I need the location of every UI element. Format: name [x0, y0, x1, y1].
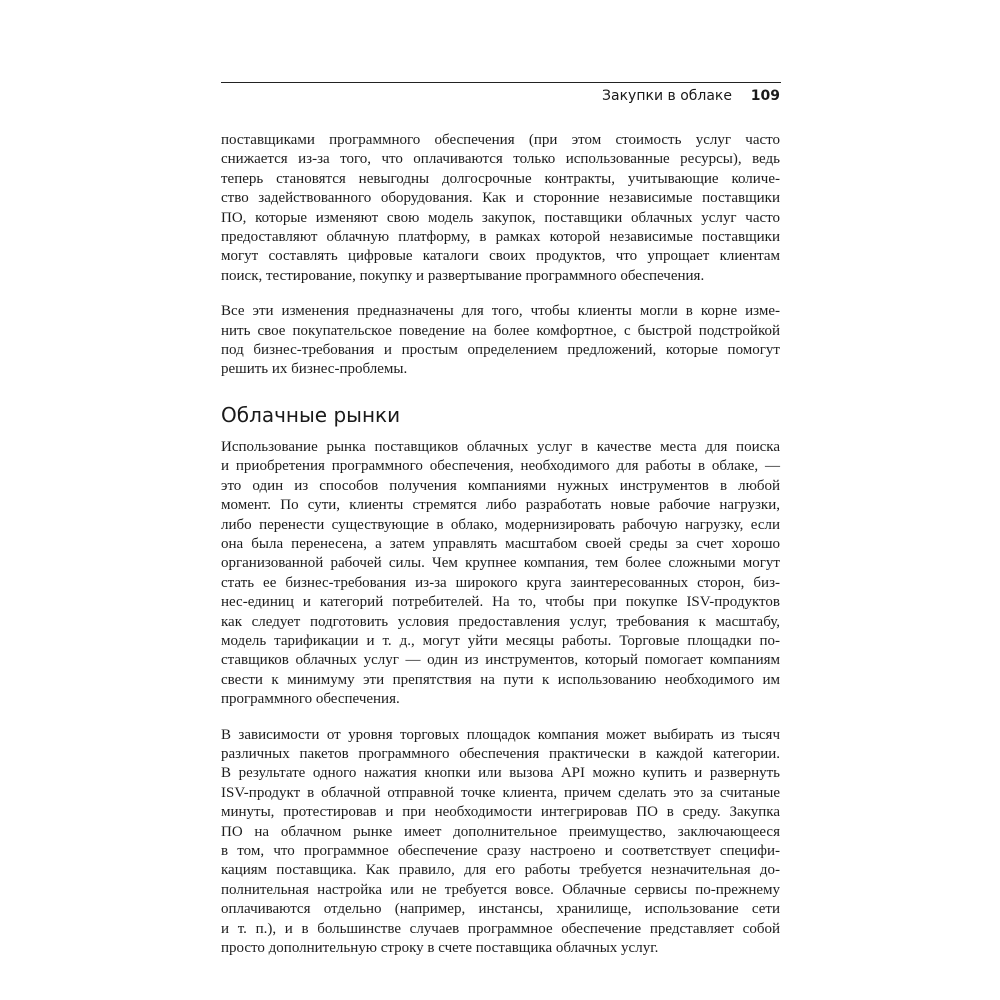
text-line: В зависимости от уровня торговых площадок компания может выбирать из тысяч [221, 726, 780, 743]
text-line: предоставляют облачную платформу, в рамках которой независимые поставщики [221, 229, 780, 246]
header-rule [221, 82, 781, 83]
text-line: и т. п.), и в большинстве случаев программное обеспечение представляет собой [221, 920, 780, 937]
text-line: под бизнес-требования и простым определением предложений, которые помогут [221, 342, 780, 359]
page-header [221, 86, 780, 110]
page-number: 109 [750, 88, 780, 104]
text-line: могут составлять цифровые каталоги своих продуктов, что упрощает клиентам [221, 248, 780, 265]
text-line: в том, что программное обеспечение сразу настроено и соответствует специфи- [221, 843, 780, 859]
text-line: оплачиваются отдельно (например, инстансы, хранилище, использование сети [221, 901, 780, 918]
paragraph-2 [221, 302, 780, 380]
text-line: это один из способов получения компаниями нужных инструментов в любой [221, 477, 780, 494]
text-line: полнительная настройка или не требуется вовсе. Облачные сервисы по-прежнему [221, 881, 780, 898]
text-line: и приобретения программного обеспечения, необходимого для работы в облаке, — [221, 458, 780, 475]
text-line: либо перенести существующие в облако, модернизировать рабочую нагрузку, если [221, 516, 780, 533]
text-line: поиск, тестирование, покупку и развертывание программного обеспечения. [221, 267, 705, 284]
section-heading: Облачные рынки [221, 402, 401, 427]
text-line: поставщиками программного обеспечения (при этом стоимость услуг часто [221, 132, 780, 148]
section-paragraph-1 [221, 438, 780, 710]
text-line: нес-единиц и категорий потребителей. На то, чтобы при покупке ISV-продуктов [221, 594, 780, 611]
page-content [221, 131, 780, 958]
text-line: минуты, протестировав и при необходимости интегрировав ПО в среду. Закупка [221, 804, 780, 821]
text-line: стать ее бизнес-требования из-за широкого круга заинтересованных сторон, биз- [221, 574, 780, 591]
text-line: различных пакетов программного обеспечения практически в каждой категории. [221, 745, 780, 762]
text-line: ПО на облачном рынке имеет дополнительное преимущество, заключающееся [221, 823, 780, 840]
text-line: снижается из-за того, что оплачиваются только использованные ресурсы), ведь [221, 151, 780, 168]
text-line: ставщиков облачных услуг — один из инструментов, который помогает компаниям [221, 652, 780, 669]
text-line: кациям поставщика. Как правило, для его работы требуется незначительная до- [221, 862, 780, 879]
text-line: как следует подготовить условия предоставления услуг, требования к масштабу, [221, 613, 780, 630]
text-line: Использование рынка поставщиков облачных услуг в качестве места для поиска [221, 438, 780, 455]
text-line: момент. По сути, клиенты стремятся либо разработать новые рабочие нагрузки, [221, 497, 780, 514]
text-line: теперь становятся невыгодны долгосрочные контракты, учитывающие количе- [221, 170, 780, 187]
text-line: свести к минимуму эти препятствия на пути к использованию необходимого им [221, 671, 780, 688]
text-line: нить свое покупательское поведение на более комфортное, с быстрой подстройкой [221, 322, 780, 339]
text-line: просто дополнительную строку в счете поставщика облачных услуг. [221, 940, 659, 957]
text-line: организованной рабочей силы. Чем крупнее компания, тем более сложными могут [221, 555, 780, 572]
text-line: решить их бизнес-проблемы. [221, 361, 408, 378]
text-line: Все эти изменения предназначены для того, чтобы клиенты могли в корне изме- [221, 303, 780, 320]
text-line: модель тарификации и т. д., могут уйти месяцы работы. Торговые площадки по- [221, 632, 780, 649]
text-line: ство задействованного оборудования. Как и сторонние независимые поставщики [221, 190, 780, 207]
text-line: В результате одного нажатия кнопки или вызова API можно купить и развернуть [221, 765, 780, 782]
text-line: ПО, которые изменяют свою модель закупок, поставщики облачных услуг часто [221, 209, 780, 226]
running-head: Закупки в облаке [602, 88, 732, 104]
paragraph-1 [221, 131, 780, 286]
text-line: она была перенесена, а затем управлять масштабом своей среды за счет хорошо [221, 535, 780, 552]
text-line: ISV-продукт в облачной отправной точке клиента, причем сделать это за считаные [221, 784, 780, 801]
section-paragraph-2 [221, 726, 780, 959]
text-line: программного обеспечения. [221, 691, 400, 708]
